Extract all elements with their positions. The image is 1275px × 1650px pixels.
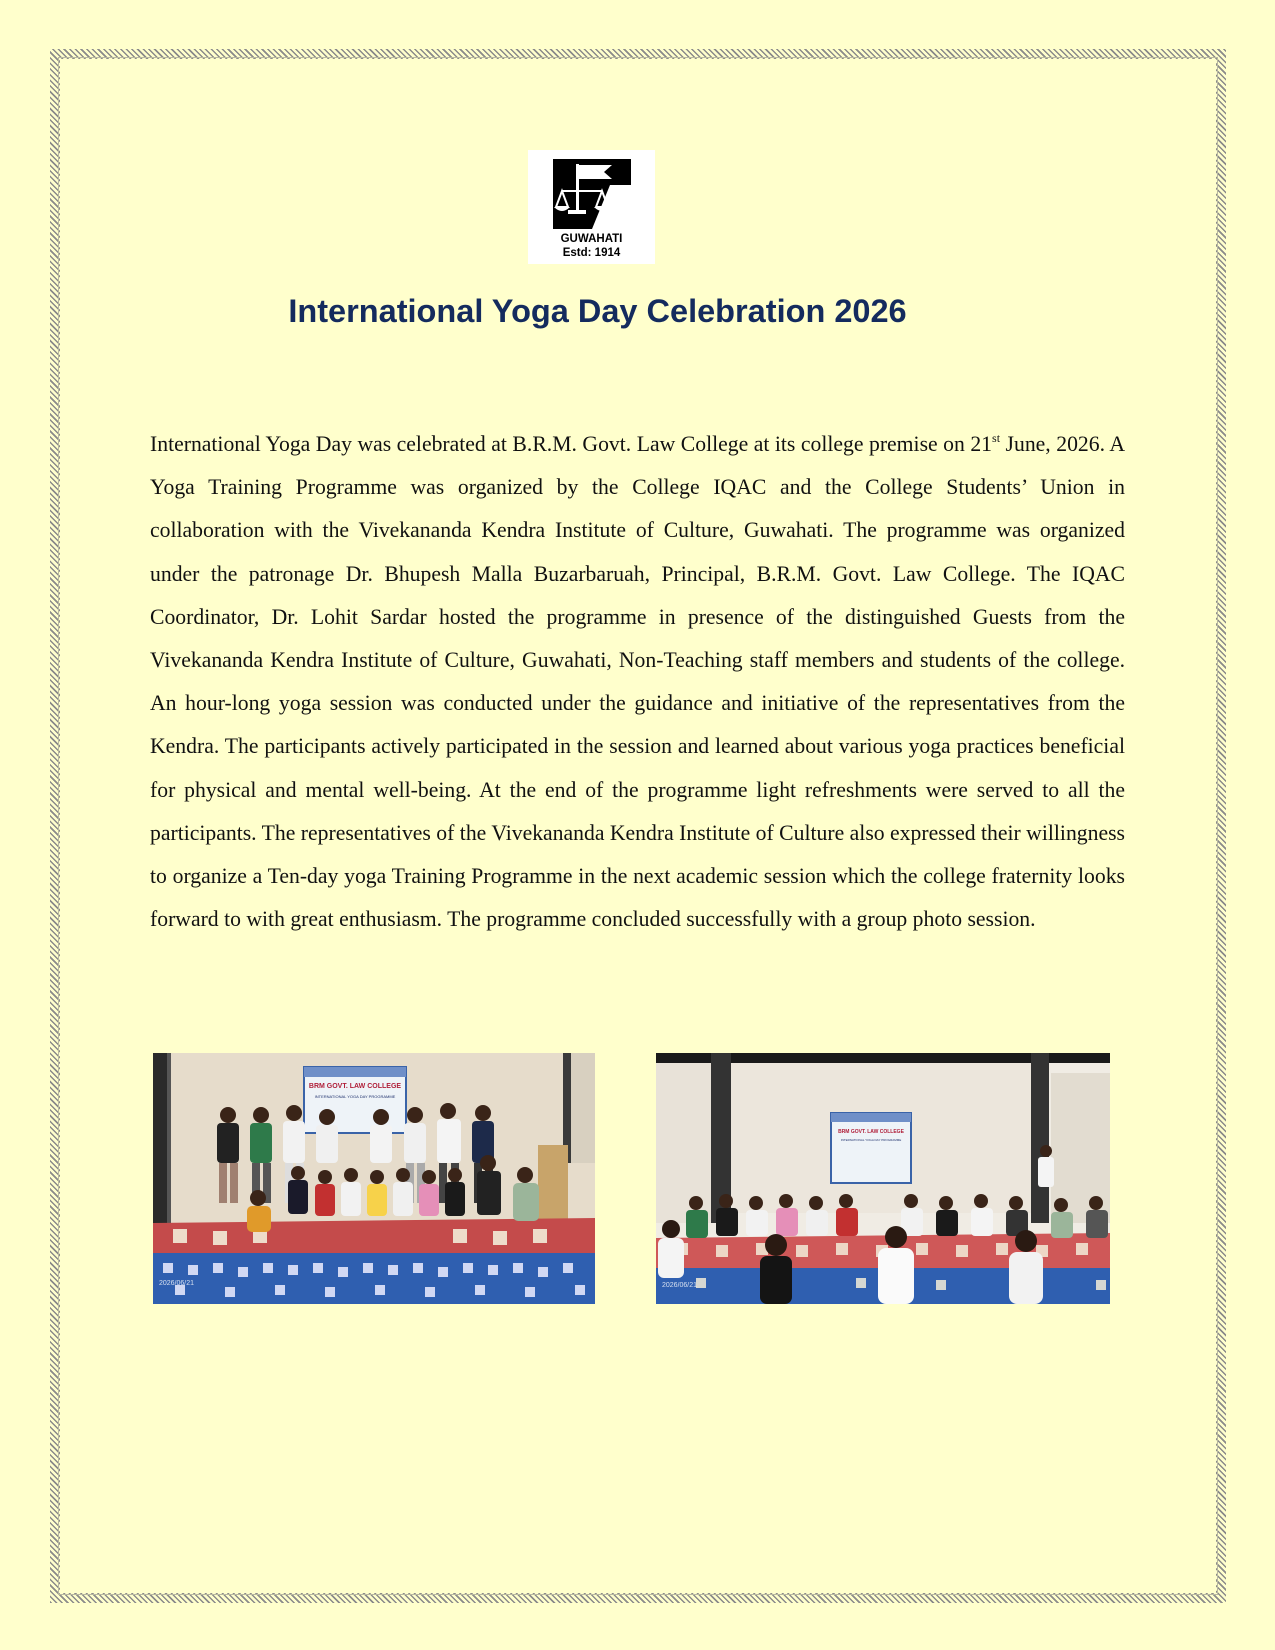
banner-title-2: BRM GOVT. LAW COLLEGE <box>838 1129 904 1135</box>
group-photo <box>153 1053 595 1304</box>
photo-timestamp-1: 2026/06/21 <box>159 1280 195 1287</box>
body-text-part-2: June, 2026. A Yoga Training Programme was organized by the College IQAC and the College Students’ Union in collaboration with the Vivekananda Kendra Institute of Culture, Guwahati. The programme was organized under the patronage Dr. Bhupesh Malla Buzarbaruah, Principal, B.R.M. Govt. Law College. The IQAC Coordinator, Dr. Lohit Sardar hosted the programme in presence of the distinguished Guests from the Vivekananda Kendra Institute of Culture, Guwahati, Non-Teaching staff members and students of the college. An hour-long yoga session was conducted under the guidance and initiative of the representatives from the Kendra. The participants actively participated in the session and learned about various yoga practices beneficial for physical and mental well-being. At the end of the programme light refreshments were served to all the participants. The representatives of the Vivekananda Kendra Institute of Culture also expressed their willingness to organize a Ten-day yoga Training Programme in the next academic session which the college fraternity looks forward to with great enthusiasm. The programme concluded successfully with a group photo session. <box>150 432 1125 932</box>
banner-title-1: BRM GOVT. LAW COLLEGE <box>308 1083 402 1090</box>
logo-estd-text: Estd: 1914 <box>562 247 621 259</box>
body-paragraph <box>150 423 1125 941</box>
ordinal-suffix: st <box>992 431 1001 445</box>
photo-timestamp-2: 2026/06/21 <box>662 1282 698 1289</box>
page-title: International Yoga Day Celebration 2026 <box>288 293 907 329</box>
body-text-part-1: International Yoga Day was celebrated at B.R.M. Govt. Law College at its college premise on 21 <box>150 432 993 456</box>
yoga-session-photo <box>656 1053 1110 1304</box>
college-logo <box>528 150 655 264</box>
logo-city-text: GUWAHATI <box>560 233 623 245</box>
college-emblem-icon <box>550 155 634 233</box>
banner-subtitle-2: INTERNATIONAL YOGA DAY PROGRAMME <box>840 1138 902 1142</box>
banner-subtitle-1: INTERNATIONAL YOGA DAY PROGRAMME <box>314 1094 396 1099</box>
